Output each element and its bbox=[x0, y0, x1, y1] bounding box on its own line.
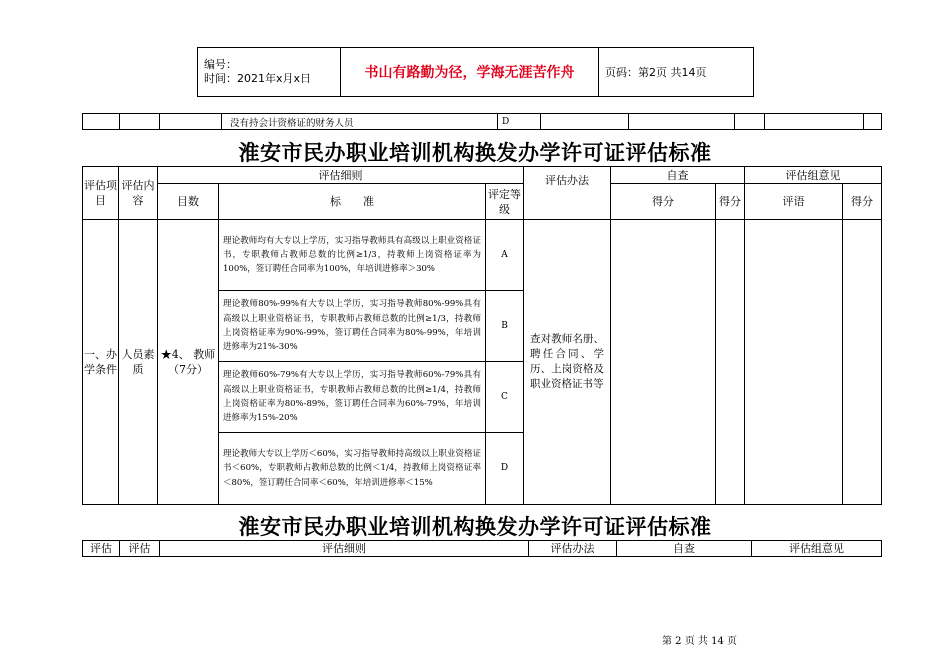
continuation-row bbox=[82, 113, 882, 130]
grade-b: B bbox=[486, 291, 524, 362]
bottom-col-3: 评估细则 bbox=[160, 541, 529, 557]
motto: 书山有路勤为径，学海无涯苦作舟 bbox=[341, 48, 599, 97]
document-header bbox=[197, 47, 754, 97]
grade-a: A bbox=[486, 220, 524, 291]
col-group-points-header: 得分 bbox=[843, 184, 882, 220]
bottom-col-1: 评估 bbox=[83, 541, 120, 557]
standard-row-d: 理论教师大专以上学历＜60%，实习指导教师持高级以上职业资格证书＜60%，专职教师占教师总数的比例＜1/4，持教师上岗资格证率＜80%，签订聘任合同率＜60%，年培训进修率＜15% bbox=[219, 433, 486, 505]
col-item-header: 评估项目 bbox=[83, 167, 119, 220]
self-score-cell bbox=[611, 220, 716, 505]
time-label: 时间：2021年x月x日 bbox=[204, 72, 312, 85]
header-left bbox=[198, 48, 341, 97]
content-cell: 人员素质 bbox=[119, 220, 158, 505]
group-comment-cell bbox=[745, 220, 843, 505]
bottom-col-6: 评估组意见 bbox=[752, 541, 882, 557]
bottom-col-2: 评估 bbox=[120, 541, 160, 557]
page-title: 淮安市民办职业培训机构换发办学许可证评估标准 bbox=[238, 141, 712, 165]
col-detail-header: 评估细则 bbox=[158, 167, 524, 184]
group-points-cell bbox=[843, 220, 882, 505]
standard-row-c: 理论教师60%-79%有大专以上学历，实习指导教师60%-79%具有高级以上职业资格证书，专职教师占教师总数的比例≥1/4，持教师上岗资格证率为80%-89%，签订聘任合同率为60%-79%，年培训进修率为15%-20% bbox=[219, 362, 486, 433]
page-code: 页码：第2页 共14页 bbox=[599, 48, 754, 97]
col-group-comment-header: 评语 bbox=[745, 184, 843, 220]
second-title: 淮安市民办职业培训机构换发办学许可证评估标准 bbox=[238, 515, 712, 539]
col-index-header: 目数 bbox=[158, 184, 219, 220]
bottom-col-5: 自查 bbox=[617, 541, 752, 557]
bottom-col-4: 评估办法 bbox=[529, 541, 617, 557]
col-self-header: 自查 bbox=[611, 167, 745, 184]
page-footer: 第 2 页 共 14 页 bbox=[662, 636, 737, 647]
item-cell: 一、办学条件 bbox=[83, 220, 119, 505]
col-self-points-header: 得分 bbox=[716, 184, 745, 220]
number-label: 编号： bbox=[204, 58, 237, 71]
standard-row-b: 理论教师80%-99%有大专以上学历，实习指导教师80%-99%具有高级以上职业资格证书，专职教师占教师总数的比例≥1/3，持教师上岗资格证率为90%-99%，签订聘任合同率为80%-99%，年培训进修率为21%-30% bbox=[219, 291, 486, 362]
col-grade-header: 评定等级 bbox=[486, 184, 524, 220]
evaluation-table bbox=[82, 166, 882, 505]
col-standard-header: 标 准 bbox=[219, 184, 486, 220]
bottom-header-row bbox=[82, 540, 882, 557]
grade-d: D bbox=[486, 433, 524, 505]
col-group-header: 评估组意见 bbox=[745, 167, 882, 184]
self-points-cell bbox=[716, 220, 745, 505]
col-self-score-header: 得分 bbox=[611, 184, 716, 220]
standard-row-a: 理论教师均有大专以上学历，实习指导教师具有高级以上职业资格证书，专职教师占教师总数的比例≥1/3，持教师上岗资格证率为100%，签订聘任合同率为100%，年培训进修率＞30% bbox=[219, 220, 486, 291]
col-content-header: 评估内容 bbox=[119, 167, 158, 220]
method-cell: 查对教师名册、聘任合同、学历、上岗资格及职业资格证书等 bbox=[524, 220, 611, 505]
grade-c: C bbox=[486, 362, 524, 433]
continuation-text: 没有持会计资格证的财务人员 bbox=[222, 114, 498, 130]
col-method-header: 评估办法 bbox=[524, 167, 611, 220]
index-cell: ★4、 教师（7分） bbox=[158, 220, 219, 505]
continuation-grade: D bbox=[498, 114, 541, 130]
